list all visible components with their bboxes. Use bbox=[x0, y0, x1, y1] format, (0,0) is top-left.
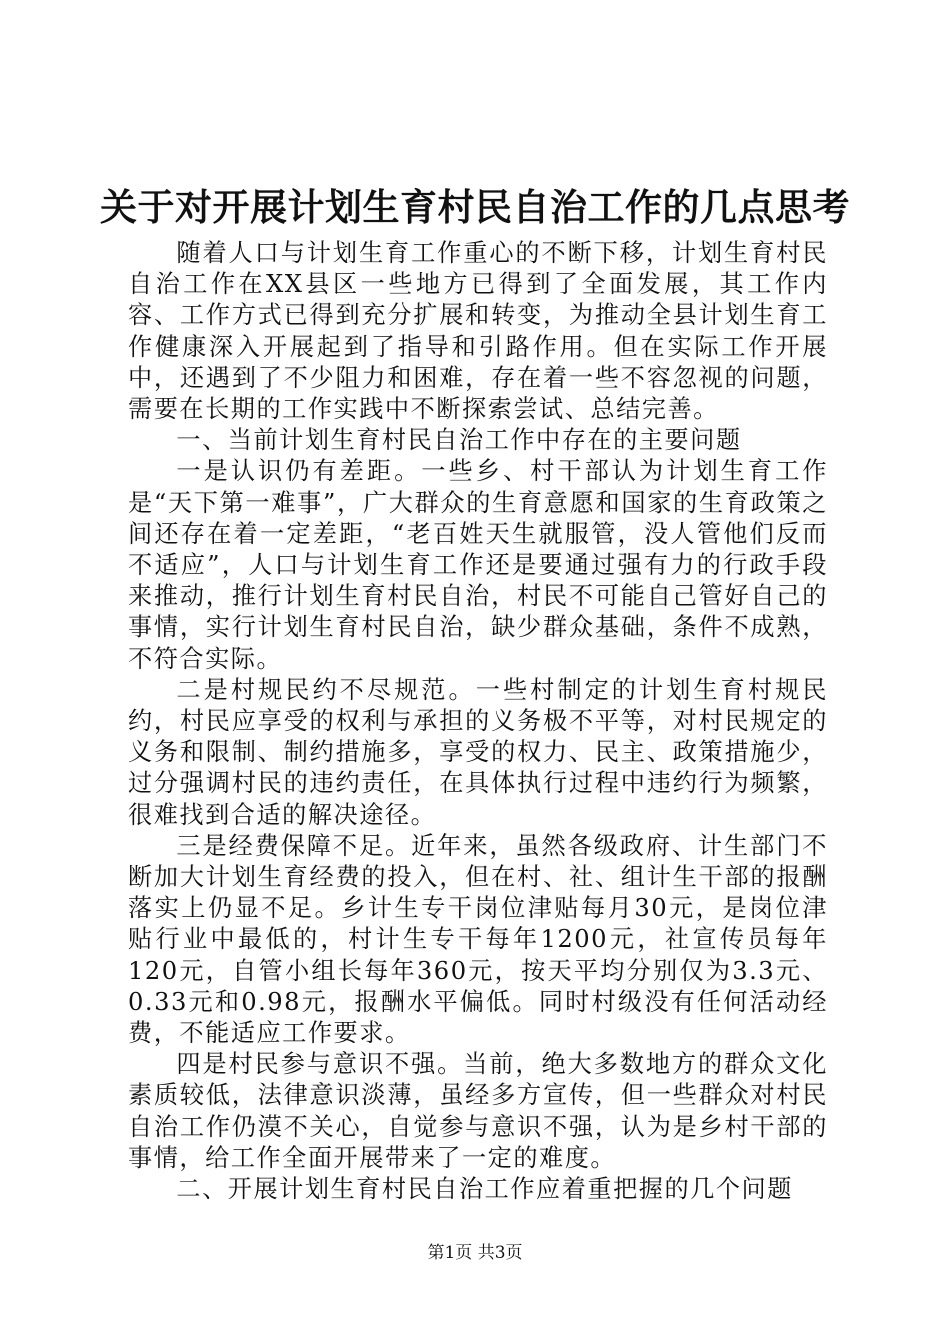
intro-paragraph: 随着人口与计划生育工作重心的不断下移，计划生育村民自治工作在XX县区一些地方已得到了全面发展，其工作内容、工作方式已得到充分扩展和转变，为推动全县计划生育工作健康深入开展起到了指导和引路作用。但在实际工作开展中，还遇到了不少阻力和困难，存在着一些不容忽视的问题，需要在长期的工作实践中不断探索尝试、总结完善。 bbox=[128, 239, 828, 424]
document-title: 关于对开展计划生育村民自治工作的几点思考 bbox=[100, 186, 850, 229]
section-heading-2: 二、开展计划生育村民自治工作应着重把握的几个问题 bbox=[176, 1175, 793, 1204]
section-heading-1: 一、当前计划生育村民自治工作中存在的主要问题 bbox=[176, 426, 742, 455]
problem-paragraph-2: 二是村规民约不尽规范。一些村制定的计划生育村规民约，村民应享受的权利与承担的义务极不平等，对村民规定的义务和限制、制约措施多，享受的权力、民主、政策措施少，过分强调村民的违约责任，在具体执行过程中违约行为频繁，很难找到合适的解决途径。 bbox=[128, 675, 828, 829]
problem-paragraph-4: 四是村民参与意识不强。当前，绝大多数地方的群众文化素质较低，法律意识淡薄，虽经多方宣传，但一些群众对村民自治工作仍漠不关心，自觉参与意识不强，认为是乡村干部的事情，给工作全面开展带来了一定的难度。 bbox=[128, 1050, 828, 1172]
document-body bbox=[128, 238, 828, 1205]
problem-paragraph-1: 一是认识仍有差距。一些乡、村干部认为计划生育工作是“天下第一难事”，广大群众的生育意愿和国家的生育政策之间还存在着一定差距，“老百姓天生就服管，没人管他们反而不适应”，人口与计划生育工作还是要通过强有力的行政手段来推动，推行计划生育村民自治，村民不可能自己管好自己的事情，实行计划生育村民自治，缺少群众基础，条件不成熟，不符合实际。 bbox=[128, 457, 828, 673]
page-footer: 第1页 共3页 bbox=[427, 1243, 523, 1263]
problem-paragraph-3: 三是经费保障不足。近年来，虽然各级政府、计生部门不断加大计划生育经费的投入，但在村、社、组计生干部的报酬落实上仍显不足。乡计生专干岗位津贴每月30元，是岗位津贴行业中最低的，村计生专干每年1200元，社宣传员每年120元，自管小组长每年360元，按天平均分别仅为3.3元、0.33元和0.98元，报酬水平偏低。同时村级没有任何活动经费，不能适应工作要求。 bbox=[128, 831, 828, 1048]
